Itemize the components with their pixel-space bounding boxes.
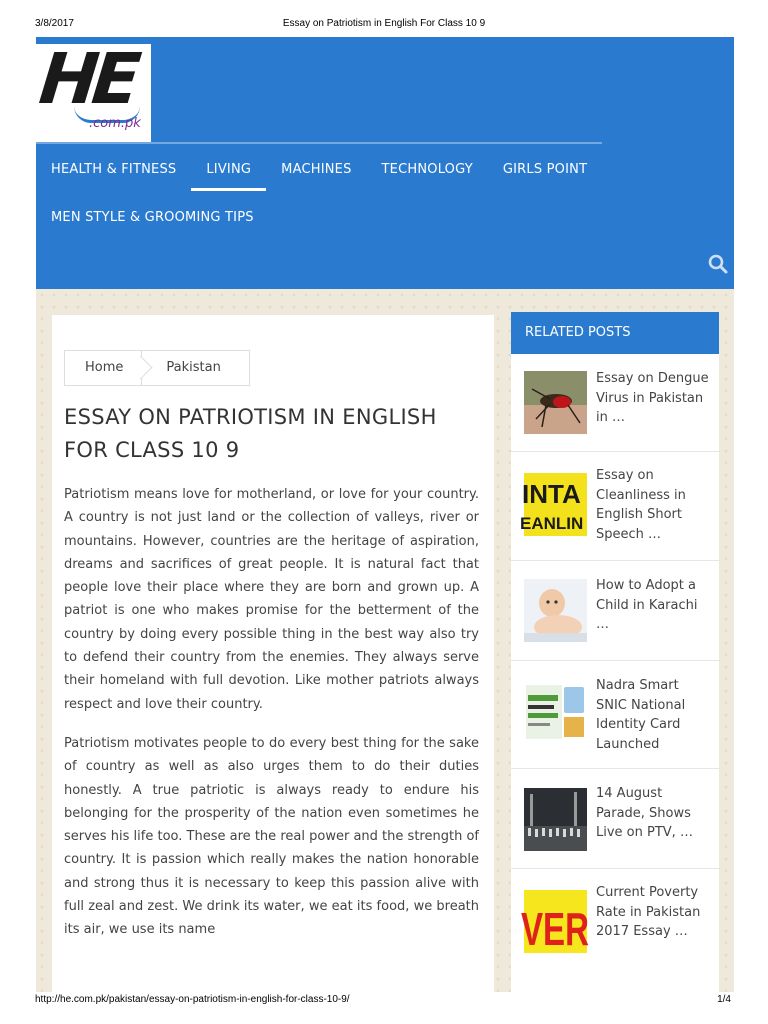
- nadra-card-thumbnail[interactable]: [524, 681, 587, 744]
- article-container: [52, 315, 494, 1005]
- nav-item-technology[interactable]: TECHNOLOGY: [367, 142, 488, 190]
- baby-thumbnail[interactable]: [524, 579, 587, 642]
- print-date: 3/8/2017: [35, 18, 74, 29]
- svg-text:EANLIN: EANLIN: [520, 514, 584, 533]
- svg-text:VER: VER: [521, 903, 589, 955]
- site-header: [36, 37, 734, 289]
- nav-item-men-style[interactable]: MEN STYLE & GROOMING TIPS: [51, 210, 254, 225]
- related-post[interactable]: [511, 661, 719, 769]
- article-paragraph: Patriotism motivates people to do every best thing for the sake of country as well as also urges them to do their duties honestly. A true patriotic is always ready to endure his belonging for the prosperity of the nation even sometimes he serves his life too. These are the real power and the strength of country. It is passion which really makes the nation honorable and strong thus it is necessary to keep this passion alive with full zeal and zest. We drink its water, we eat its food, we breath its air, we use its name: [64, 735, 479, 938]
- cleanliness-thumbnail[interactable]: [520, 473, 587, 536]
- related-posts-sidebar: [511, 312, 719, 1002]
- related-post[interactable]: [511, 769, 719, 869]
- nav-item-machines[interactable]: MACHINES: [266, 142, 366, 190]
- poverty-thumbnail[interactable]: [521, 890, 589, 955]
- breadcrumb-pakistan[interactable]: Pakistan: [166, 360, 221, 375]
- related-post[interactable]: [511, 452, 719, 561]
- related-post[interactable]: [511, 354, 719, 452]
- nav-item-health-fitness[interactable]: HEALTH & FITNESS: [36, 142, 191, 190]
- related-post-title[interactable]: Essay on Dengue Virus in Pakistan in …: [596, 371, 709, 425]
- svg-text:INTA: INTA: [522, 479, 581, 509]
- article-title: ESSAY ON PATRIOTISM IN ENGLISH FOR CLASS 10 9: [64, 405, 437, 462]
- related-post-title[interactable]: How to Adopt a Child in Karachi …: [596, 578, 698, 632]
- breadcrumb: [64, 350, 250, 386]
- related-post[interactable]: [511, 869, 719, 977]
- related-post-title[interactable]: Nadra Smart SNIC National Identity Card Launched: [596, 678, 686, 752]
- print-url: http://he.com.pk/pakistan/essay-on-patriotism-in-english-for-class-10-9/: [35, 994, 350, 1005]
- related-post-title[interactable]: 14 August Parade, Shows Live on PTV, …: [596, 786, 693, 840]
- search-icon[interactable]: [708, 254, 728, 274]
- print-header: [0, 0, 768, 30]
- parade-thumbnail[interactable]: [524, 788, 587, 851]
- print-title: Essay on Patriotism in English For Class 10 9: [282, 18, 486, 29]
- article-body: [64, 483, 479, 958]
- nav-row-2: [36, 190, 269, 238]
- nav-item-living[interactable]: LIVING: [191, 142, 266, 190]
- print-page-number: 1/4: [717, 994, 731, 1005]
- article-paragraph: Patriotism means love for motherland, or love for your country. A country is not just land or the collection of valleys, river or mountains. However, countries are the heritage of aspiration, dreams and sacrifices of great people. It is natural fact that people love their place where they are born and grown up. A patriot is one who makes promise for the betterment of the country by doing every possible thing in the best way also try to defend their country from the enemies. They always serve their homeland with full devotion. Like mother patriots always respect and love their country.: [64, 487, 479, 712]
- logo-domain: .com.pk: [89, 116, 141, 131]
- site-logo[interactable]: [35, 38, 151, 142]
- mosquito-thumbnail[interactable]: [524, 371, 587, 434]
- related-post-title[interactable]: Essay on Cleanliness in English Short Speech …: [596, 468, 686, 542]
- breadcrumb-home[interactable]: Home: [65, 351, 142, 385]
- related-posts-heading: RELATED POSTS: [511, 312, 719, 354]
- nav-item-girls-point[interactable]: GIRLS POINT: [488, 142, 602, 190]
- site: [36, 37, 734, 992]
- logo-mark: HE: [35, 38, 139, 120]
- related-post[interactable]: [511, 561, 719, 661]
- related-post-title[interactable]: Current Poverty Rate in Pakistan 2017 Essay …: [596, 885, 701, 939]
- nav-row-1: [36, 142, 602, 190]
